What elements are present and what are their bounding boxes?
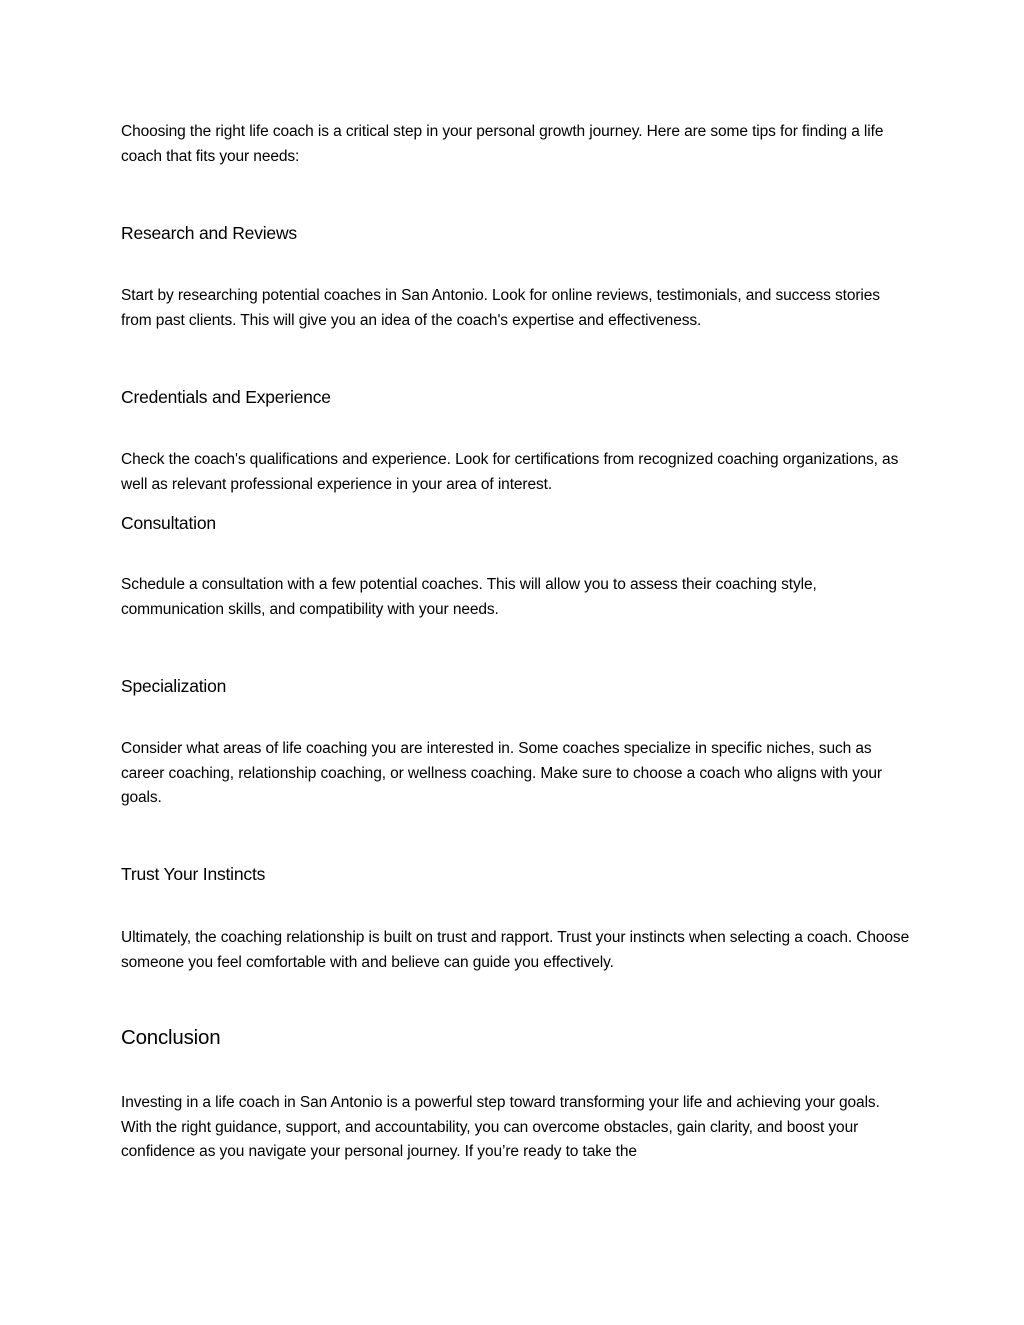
paragraph-trust-your-instincts: Ultimately, the coaching relationship is built on trust and rapport. Trust your instincts when selecting a coach. Choose someone you feel comfortable with and believe can guide you effectively.	[121, 929, 910, 971]
paragraph-consultation: Schedule a consultation with a few potential coaches. This will allow you to assess their coaching style, communication skills, and compatibility with your needs.	[121, 576, 817, 618]
heading-research-and-reviews: Research and Reviews	[121, 223, 297, 243]
paragraph-conclusion: Investing in a life coach in San Antonio is a powerful step toward transforming your life and achieving your goals. With the right guidance, support, and accountability, you can overcome obstacles, gain clarity, and boost your confidence as you navigate your personal journey. If you’re ready to take the	[121, 1094, 880, 1161]
intro-paragraph: Choosing the right life coach is a critical step in your personal growth journey. Here are some tips for finding a life coach that fits your needs:	[121, 123, 884, 165]
paragraph-credentials-and-experience: Check the coach's qualifications and experience. Look for certifications from recognized coaching organizations, as well as relevant professional experience in your area of interest.	[121, 451, 899, 493]
paragraph-specialization: Consider what areas of life coaching you are interested in. Some coaches specialize in specific niches, such as career coaching, relationship coaching, or wellness coaching. Make sure to choose a coach who aligns with your goals.	[121, 740, 882, 807]
heading-specialization: Specialization	[121, 676, 227, 696]
heading-trust-your-instincts: Trust Your Instincts	[121, 864, 266, 884]
heading-consultation: Consultation	[121, 513, 216, 533]
heading-credentials-and-experience: Credentials and Experience	[121, 387, 331, 407]
heading-conclusion: Conclusion	[121, 1026, 221, 1049]
paragraph-research-and-reviews: Start by researching potential coaches in San Antonio. Look for online reviews, testimonials, and success stories from past clients. This will give you an idea of the coach's expertise and effectiveness.	[121, 287, 880, 329]
